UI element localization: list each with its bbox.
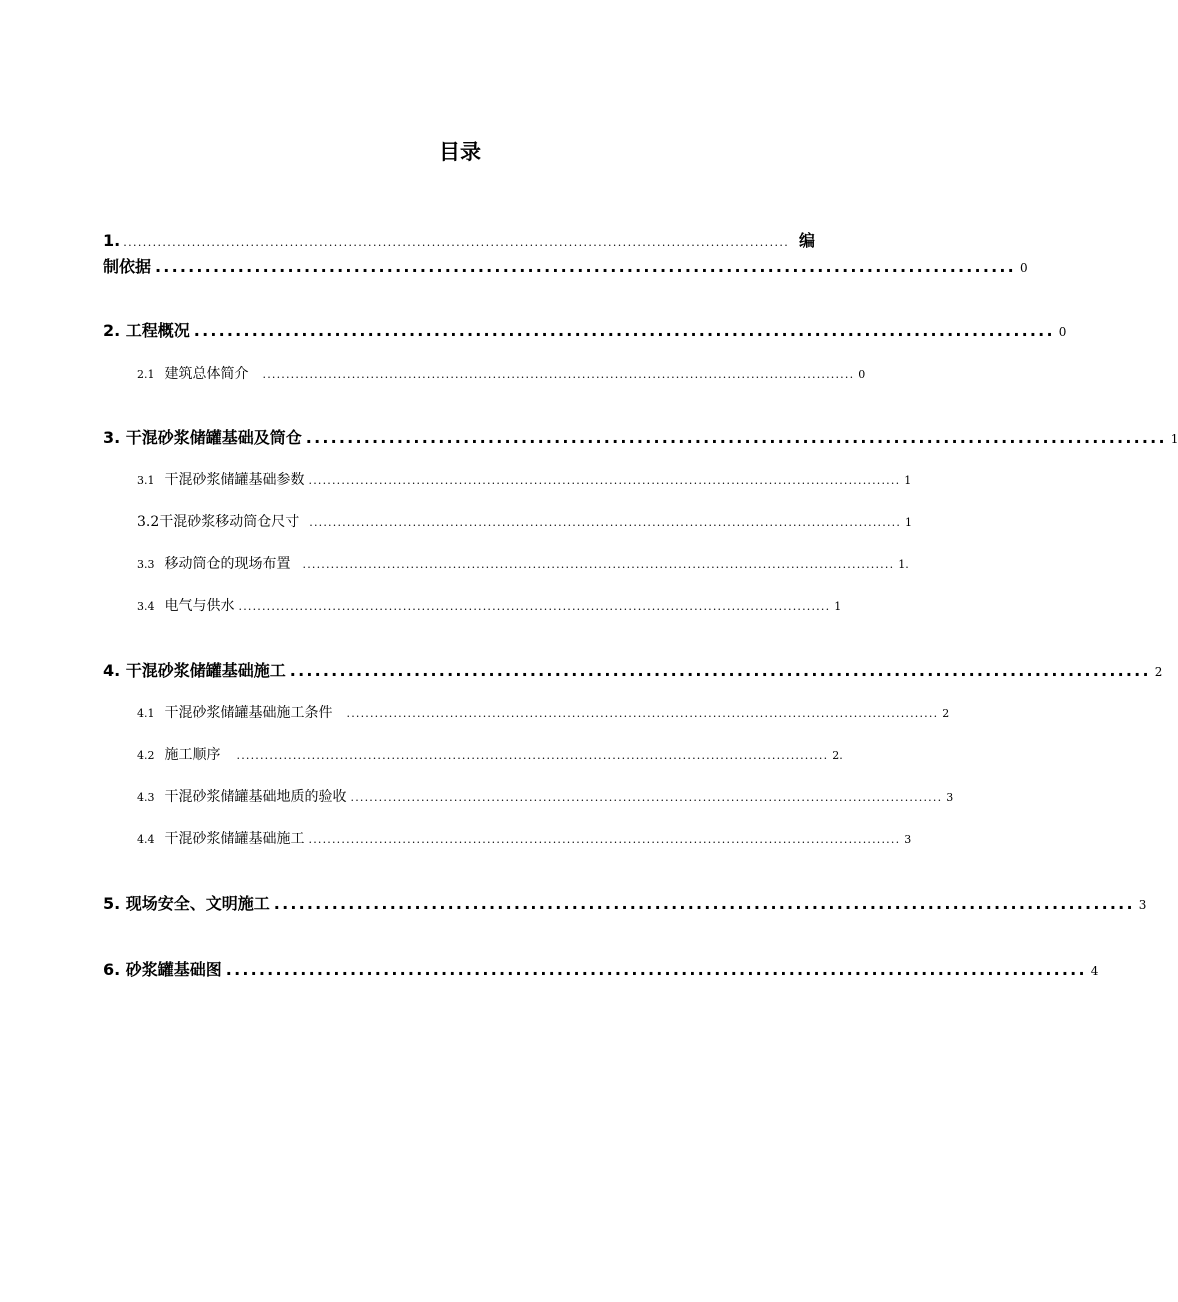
dot-leader: .............................................................................................................................. bbox=[309, 516, 902, 529]
toc-entry-5-label: 5. 现场安全、文明施工 bbox=[103, 894, 270, 913]
toc-entry-4-2[interactable] bbox=[137, 745, 843, 766]
toc-entry-5[interactable] bbox=[103, 893, 1147, 916]
toc-entry-4-3-number: 4.3 bbox=[137, 791, 155, 804]
toc-entry-4[interactable] bbox=[103, 660, 1163, 683]
toc-entry-3-page: 1 bbox=[1170, 432, 1178, 446]
dot-leader: ........................................................................................................ bbox=[273, 894, 1135, 913]
page-title: 目录 bbox=[439, 140, 481, 164]
dot-leader: .............................................................................................................................. bbox=[346, 707, 939, 720]
toc-entry-1-label: 制依据 bbox=[103, 257, 152, 276]
toc-entry-3-3-number: 3.3 bbox=[137, 558, 155, 571]
toc-entry-2-1[interactable] bbox=[137, 364, 866, 385]
toc-entry-3-label: 3. 干混砂浆储罐基础及筒仓 bbox=[103, 428, 302, 447]
toc-entry-5-page: 3 bbox=[1138, 898, 1147, 912]
toc-entry-6[interactable] bbox=[103, 959, 1099, 982]
toc-entry-3-4-label: 电气与供水 bbox=[164, 598, 235, 614]
toc-entry-4-3-label: 干混砂浆储罐基础地质的验收 bbox=[164, 789, 347, 805]
toc-entry-2-label: 2. 工程概况 bbox=[103, 321, 190, 340]
toc-entry-6-label: 6. 砂浆罐基础图 bbox=[103, 960, 222, 979]
toc-entry-1-line1[interactable] bbox=[103, 230, 815, 254]
dot-leader: ........................................................................................................................................ bbox=[123, 236, 790, 249]
toc-entry-3-4[interactable] bbox=[137, 596, 842, 617]
dot-leader: .............................................................................................................................. bbox=[236, 749, 829, 762]
toc-entry-4-1-label: 干混砂浆储罐基础施工条件 bbox=[164, 705, 333, 721]
dot-leader: .............................................................................................................................. bbox=[308, 833, 901, 846]
dot-leader: ........................................................................................................ bbox=[193, 321, 1055, 340]
toc-entry-3-1-number: 3.1 bbox=[137, 474, 155, 487]
dot-leader: ........................................................................................................ bbox=[305, 428, 1167, 447]
toc-entry-2-page: 0 bbox=[1058, 325, 1067, 339]
toc-entry-3-3[interactable] bbox=[137, 554, 909, 575]
toc-entry-3-1-page: 1 bbox=[904, 474, 912, 487]
toc-entry-1-page: 0 bbox=[1019, 261, 1028, 275]
toc-entry-2-1-label: 建筑总体简介 bbox=[164, 366, 249, 382]
toc-entry-4-3[interactable] bbox=[137, 787, 954, 808]
dot-leader: .............................................................................................................................. bbox=[238, 600, 831, 613]
toc-entry-4-1-number: 4.1 bbox=[137, 707, 155, 720]
dot-leader: .............................................................................................................................. bbox=[350, 791, 943, 804]
toc-entry-4-1-page: 2 bbox=[942, 707, 950, 720]
toc-entry-4-4-number: 4.4 bbox=[137, 833, 155, 846]
toc-entry-4-2-number: 4.2 bbox=[137, 749, 155, 762]
dot-leader: .............................................................................................................................. bbox=[302, 558, 895, 571]
toc-entry-4-2-label: 施工顺序 bbox=[164, 747, 221, 763]
toc-entry-3-2-page: 1 bbox=[905, 516, 913, 529]
dot-leader: ........................................................................................................ bbox=[225, 960, 1087, 979]
dot-leader: .............................................................................................................................. bbox=[262, 368, 855, 381]
toc-entry-4-1[interactable] bbox=[137, 703, 950, 724]
toc-entry-3-4-page: 1 bbox=[834, 600, 842, 613]
toc-entry-3-3-label: 移动筒仓的现场布置 bbox=[164, 556, 291, 572]
toc-entry-4-4-label: 干混砂浆储罐基础施工 bbox=[164, 831, 305, 847]
toc-entry-3-1[interactable] bbox=[137, 470, 912, 491]
toc-entry-2-1-number: 2.1 bbox=[137, 368, 155, 381]
toc-entry-3-1-label: 干混砂浆储罐基础参数 bbox=[164, 472, 305, 488]
toc-entry-4-3-page: 3 bbox=[946, 791, 954, 804]
toc-entry-4-page: 2 bbox=[1154, 665, 1163, 679]
toc-entry-6-page: 4 bbox=[1090, 964, 1099, 978]
toc-entry-2[interactable] bbox=[103, 320, 1067, 343]
toc-entry-3-2-label: 3.2干混砂浆移动筒仓尺寸 bbox=[137, 514, 300, 530]
toc-entry-3-4-number: 3.4 bbox=[137, 600, 155, 613]
toc-entry-4-4-page: 3 bbox=[904, 833, 912, 846]
toc-entry-4-label: 4. 干混砂浆储罐基础施工 bbox=[103, 661, 286, 680]
toc-entry-4-4[interactable] bbox=[137, 829, 912, 850]
toc-entry-3[interactable] bbox=[103, 427, 1178, 450]
toc-entry-1-line2[interactable] bbox=[103, 256, 1028, 279]
toc-entry-3-2[interactable] bbox=[137, 512, 913, 533]
dot-leader: ........................................................................................................ bbox=[289, 661, 1151, 680]
toc-entry-2-1-page: 0 bbox=[858, 368, 866, 381]
toc-entry-4-2-page: 2. bbox=[832, 749, 843, 762]
toc-entry-1-label-start: 编 bbox=[798, 231, 815, 250]
dot-leader: ........................................................................................................ bbox=[155, 257, 1016, 276]
dot-leader: .............................................................................................................................. bbox=[308, 474, 901, 487]
toc-entry-1-number: 1. bbox=[103, 231, 121, 250]
toc-entry-3-3-page: 1. bbox=[898, 558, 909, 571]
